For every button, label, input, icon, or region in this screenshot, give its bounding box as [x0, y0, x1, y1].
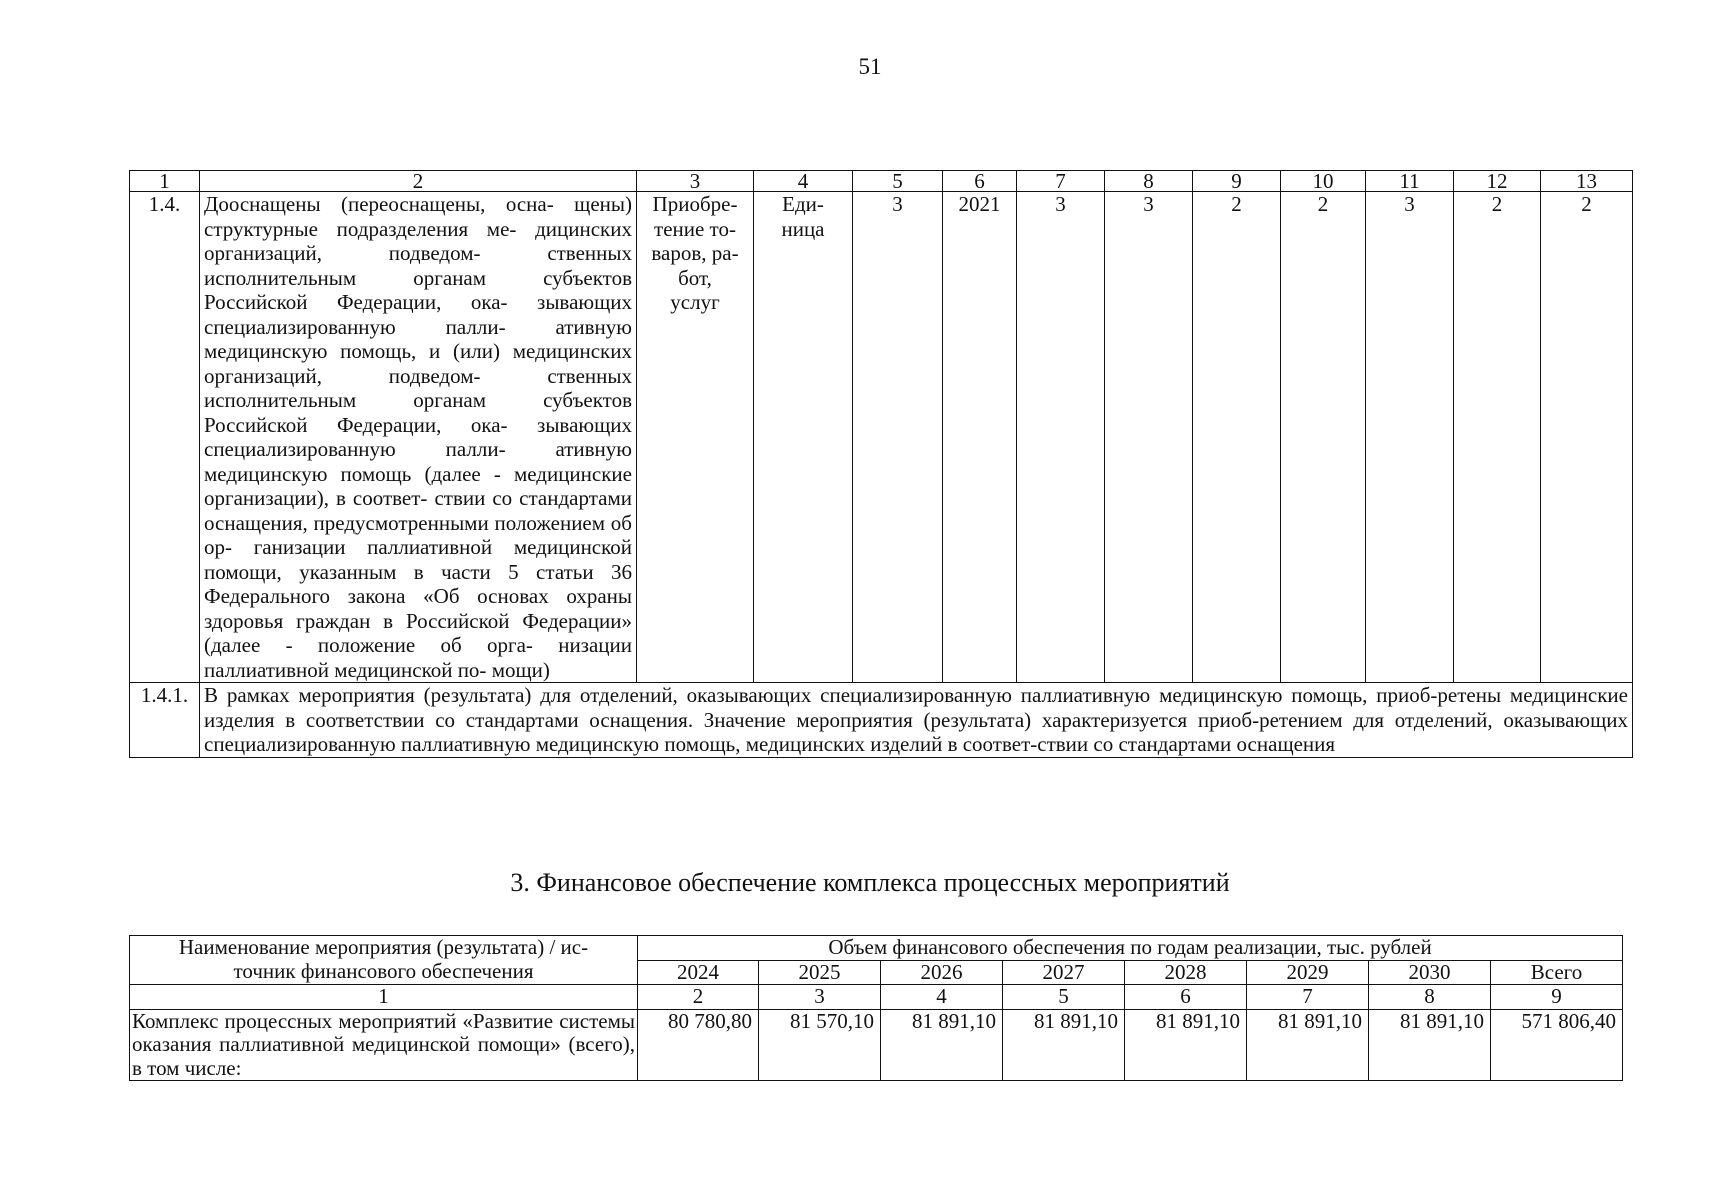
col-number: 7 [1247, 985, 1369, 1010]
column-number-row [130, 171, 1633, 192]
col-number: 7 [1017, 171, 1105, 192]
row-number: 1.4.1. [130, 683, 200, 758]
col-number: 11 [1366, 171, 1454, 192]
year-header: 2026 [881, 960, 1003, 985]
col-number: 8 [1369, 985, 1491, 1010]
col-number: 2 [638, 985, 759, 1010]
year-header: 2028 [1125, 960, 1247, 985]
amount-2025: 81 570,10 [759, 1009, 881, 1081]
year-header: 2025 [759, 960, 881, 985]
value-cell: 2 [1454, 192, 1541, 683]
table-row [130, 683, 1633, 758]
value-cell: 2 [1193, 192, 1281, 683]
col-number: 6 [943, 171, 1017, 192]
value-cell: 2021 [943, 192, 1017, 683]
col-number: 9 [1193, 171, 1281, 192]
col-number: 6 [1125, 985, 1247, 1010]
amount-2030: 81 891,10 [1369, 1009, 1491, 1081]
amount-2027: 81 891,10 [1003, 1009, 1125, 1081]
volume-header: Объем финансового обеспечения по годам реализации, тыс. рублей [638, 936, 1623, 961]
unit: Еди- ница [754, 192, 853, 683]
result-description: В рамках мероприятия (результата) для отделений, оказывающих специализированную паллиативную медицинскую помощь, приоб-ретены медицинские изделия в соответствии со стандартами оснащения. Значение мероприятия (результата) характеризуется приоб-ретением для отделений, оказывающих специализированную паллиативную медицинскую помощь, медицинских изделий в соответ-ствии со стандартами оснащения [200, 683, 1633, 758]
section-title: 3. Финансовое обеспечение комплекса процессных мероприятий [510, 868, 1230, 897]
value-cell: 3 [1017, 192, 1105, 683]
value-cell: 2 [1281, 192, 1366, 683]
value-cell: 3 [1105, 192, 1193, 683]
col-number: 5 [1003, 985, 1125, 1010]
page-number: 51 [858, 54, 882, 79]
year-header: 2024 [638, 960, 759, 985]
table-row [130, 1009, 1623, 1081]
column-number-row [130, 985, 1623, 1010]
col-number: 8 [1105, 171, 1193, 192]
value-cell: 3 [1366, 192, 1454, 683]
col-number: 4 [754, 171, 853, 192]
amount-2024: 80 780,80 [638, 1009, 759, 1081]
col-number: 9 [1491, 985, 1623, 1010]
total-header: Всего [1491, 960, 1623, 985]
measure-type: Приобре- тение то- варов, ра- бот, услуг [637, 192, 754, 683]
col-number: 5 [853, 171, 943, 192]
value-cell: 3 [853, 192, 943, 683]
value-cell: 2 [1541, 192, 1633, 683]
year-header: 2027 [1003, 960, 1125, 985]
table-row [130, 192, 1633, 683]
col-number: 13 [1541, 171, 1633, 192]
year-header: 2029 [1247, 960, 1369, 985]
amount-total: 571 806,40 [1491, 1009, 1623, 1081]
col-number: 1 [130, 171, 200, 192]
measure-name: Дооснащены (переоснащены, осна- щены) структурные подразделения ме- дицинских организаций, подведом- ственных исполнительным органам субъектов Российской Федерации, ока- зывающих специализированную палли- ативную медицинскую помощь, и (или) медицинских организаций, подведом- ственных исполнительным органам субъектов Российской Федерации, ока- зывающих специализированную палли- ативную медицинскую помощь (далее - медицинские организации), в соответ- ствии со стандартами оснащения, предусмотренными положением об ор- ганизации паллиативной медицинской помощи, указанным в части 5 статьи 36 Федерального закона «Об основах охраны здоровья граждан в Российской Федерации» (далее - положение об орга- низации паллиативной медицинской по- мощи) [200, 192, 637, 683]
indicators-table [129, 170, 1633, 758]
col-number: 4 [881, 985, 1003, 1010]
col-number: 3 [637, 171, 754, 192]
year-header: 2030 [1369, 960, 1491, 985]
amount-2028: 81 891,10 [1125, 1009, 1247, 1081]
col-number: 1 [130, 985, 638, 1010]
name-header: Наименование мероприятия (результата) / ис- точник финансового обеспечения [130, 936, 638, 985]
col-number: 10 [1281, 171, 1366, 192]
financing-table [129, 935, 1623, 1081]
col-number: 2 [200, 171, 637, 192]
row-number: 1.4. [130, 192, 200, 683]
header-row [130, 936, 1623, 961]
col-number: 3 [759, 985, 881, 1010]
amount-2026: 81 891,10 [881, 1009, 1003, 1081]
complex-name: Комплекс процессных мероприятий «Развитие системы оказания паллиативной медицинской помощи» (всего), в том числе: [130, 1009, 638, 1081]
amount-2029: 81 891,10 [1247, 1009, 1369, 1081]
col-number: 12 [1454, 171, 1541, 192]
